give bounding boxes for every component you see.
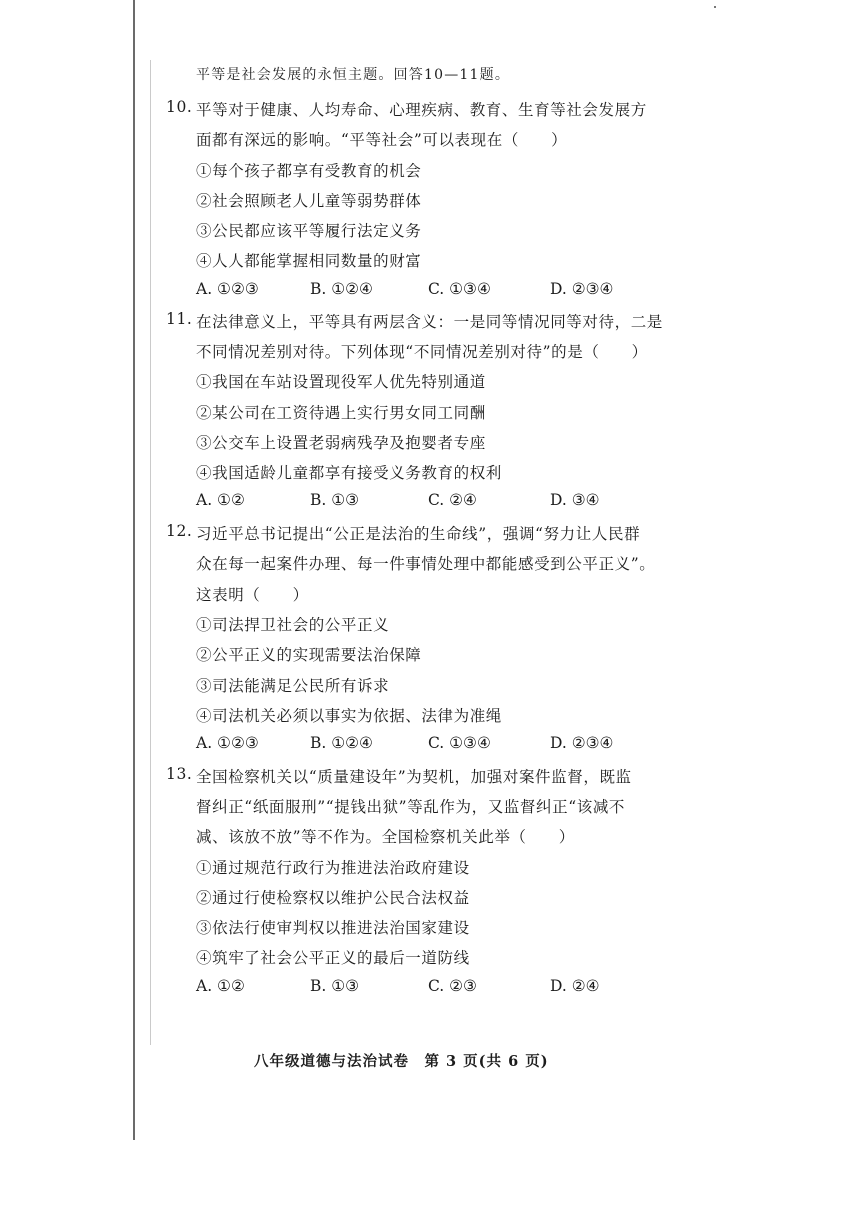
q11-item-1: ①我国在车站设置现役军人优先特别通道	[196, 373, 486, 391]
q12-choice-b: B. ①②④	[310, 734, 373, 752]
q11-stem-line2: 不同情况差别对待。下列体现“不同情况差别对待”的是（ ）	[196, 343, 648, 361]
q11-choice-a: A. ①②	[196, 491, 245, 509]
q10-choice-d: D. ②③④	[550, 280, 614, 298]
q12-item-1: ①司法捍卫社会的公平正义	[196, 616, 390, 634]
q12-choice-d: D. ②③④	[550, 734, 614, 752]
q10-item-4: ④人人都能掌握相同数量的财富	[196, 252, 422, 270]
q11-choice-d: D. ③④	[550, 491, 600, 509]
q13-item-1: ①通过规范行政行为推进法治政府建设	[196, 859, 470, 877]
q12-choice-c: C. ①③④	[428, 734, 491, 752]
q10-item-1: ①每个孩子都享有受教育的机会	[196, 162, 422, 180]
q13-item-3: ③依法行使审判权以推进法治国家建设	[196, 919, 470, 937]
scan-speck	[714, 6, 716, 8]
q11-item-3: ③公交车上设置老弱病残孕及抱婴者专座	[196, 434, 486, 452]
q12-item-4: ④司法机关必须以事实为依据、法律为准绳	[196, 707, 502, 725]
q10-item-3: ③公民都应该平等履行法定义务	[196, 222, 422, 240]
q13-number: 13.	[166, 765, 193, 783]
scan-margin-line	[150, 60, 151, 1045]
q13-item-4: ④筑牢了社会公平正义的最后一道防线	[196, 949, 470, 967]
q12-stem-line2: 众在每一起案件办理、每一件事情处理中都能感受到公平正义”。	[196, 555, 656, 573]
q12-stem-line3: 这表明（ ）	[196, 586, 309, 604]
scan-binding-edge	[133, 0, 135, 1140]
q13-choice-b: B. ①③	[310, 977, 360, 995]
q10-number: 10.	[166, 98, 193, 116]
q12-stem-line1: 习近平总书记提出“公正是法治的生命线”，强调“努力让人民群	[196, 525, 641, 543]
q12-item-2: ②公平正义的实现需要法治保障	[196, 646, 422, 664]
q13-choice-a: A. ①②	[196, 977, 245, 995]
q13-choice-c: C. ②③	[428, 977, 477, 995]
q11-stem-line1: 在法律意义上，平等具有两层含义：一是同等情况同等对待，二是	[196, 313, 663, 331]
q12-choice-a: A. ①②③	[196, 734, 259, 752]
q10-choice-b: B. ①②④	[310, 280, 373, 298]
q11-choice-c: C. ②④	[428, 491, 477, 509]
q13-stem-line1: 全国检察机关以“质量建设年”为契机，加强对案件监督，既监	[196, 768, 632, 786]
q10-stem-line2: 面都有深远的影响。“平等社会”可以表现在（ ）	[196, 131, 568, 149]
q13-stem-line2: 督纠正“纸面服刑”“提钱出狱”等乱作为，又监督纠正“该减不	[196, 798, 626, 816]
q13-item-2: ②通过行使检察权以维护公民合法权益	[196, 889, 470, 907]
q10-choice-a: A. ①②③	[196, 280, 259, 298]
q10-item-2: ②社会照顾老人儿童等弱势群体	[196, 192, 422, 210]
q11-item-2: ②某公司在工资待遇上实行男女同工同酬	[196, 404, 486, 422]
q11-item-4: ④我国适龄儿童都享有接受义务教育的权利	[196, 464, 502, 482]
q11-choice-b: B. ①③	[310, 491, 360, 509]
q13-choice-d: D. ②④	[550, 977, 600, 995]
page-footer: 八年级道德与法治试卷 第 3 页(共 6 页)	[254, 1053, 549, 1070]
q10-stem-line1: 平等对于健康、人均寿命、心理疾病、教育、生育等社会发展方	[196, 101, 647, 119]
q10-choice-c: C. ①③④	[428, 280, 491, 298]
q11-number: 11.	[166, 310, 193, 328]
intro-text: 平等是社会发展的永恒主题。回答10—11题。	[196, 67, 511, 83]
q12-number: 12.	[166, 522, 193, 540]
q12-item-3: ③司法能满足公民所有诉求	[196, 677, 390, 695]
q13-stem-line3: 减、该放不放”等不作为。全国检察机关此举（ ）	[196, 828, 575, 846]
